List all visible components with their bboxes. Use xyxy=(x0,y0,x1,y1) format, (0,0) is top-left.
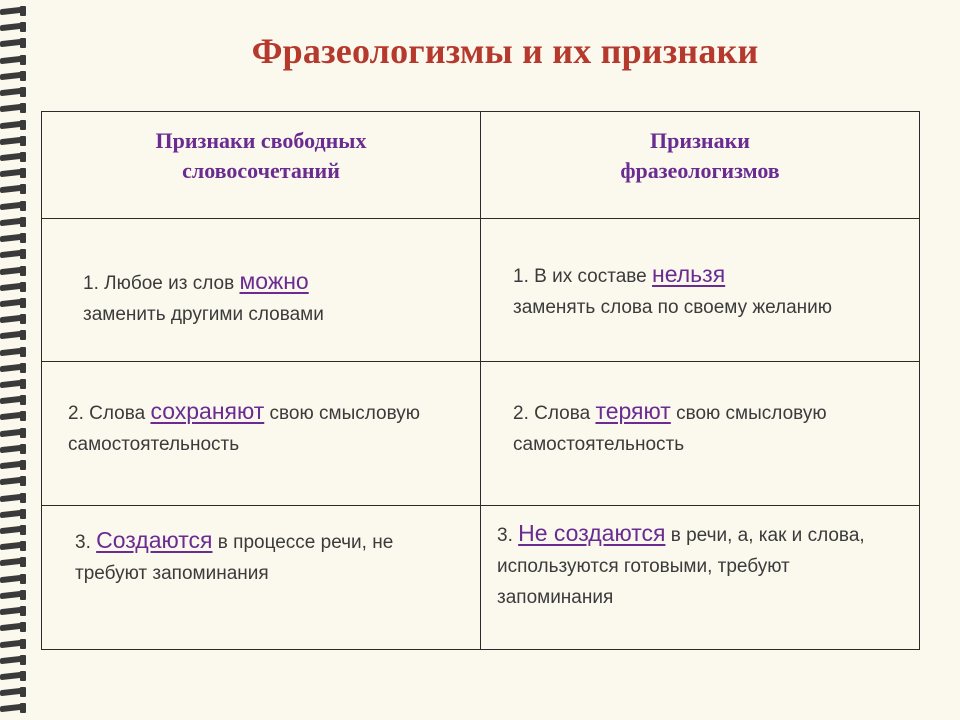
binding-ring xyxy=(0,233,30,243)
binding-ring xyxy=(0,687,30,697)
row1-left-prefix: 1. Любое из слов xyxy=(83,273,240,294)
binding-ring xyxy=(0,379,30,389)
binding-ring xyxy=(0,314,30,324)
binding-ring xyxy=(0,266,30,276)
header-phraseologisms xyxy=(481,112,920,219)
row1-right-keyword: нельзя xyxy=(652,261,726,287)
binding-ring xyxy=(0,606,30,616)
binding-ring xyxy=(0,525,30,535)
header-free-phrases-line2: словосочетаний xyxy=(182,158,340,183)
binding-ring xyxy=(0,411,30,421)
binding-ring xyxy=(0,493,30,503)
page-title: Фразеологизмы и их признаки xyxy=(251,31,759,71)
binding-ring xyxy=(0,639,30,649)
binding-ring xyxy=(0,557,30,567)
binding-ring xyxy=(0,282,30,292)
binding-ring xyxy=(0,541,30,551)
row2-left-suffix: свою смысловую самостоятельность xyxy=(68,403,421,455)
binding-ring xyxy=(0,249,30,259)
binding-ring xyxy=(0,298,30,308)
row2-left-prefix: 2. Слова xyxy=(68,403,151,424)
binding-ring xyxy=(0,428,30,438)
row3-right-suffix: в речи, а, как и слова, используются готовыми, требуют запоминания xyxy=(497,525,865,608)
spiral-binding xyxy=(0,0,34,720)
row2-free-phrase-cell xyxy=(42,362,481,506)
row3-right-keyword: Не создаются xyxy=(518,520,666,546)
binding-ring xyxy=(0,703,30,713)
binding-ring xyxy=(0,460,30,470)
row3-phraseologism-cell xyxy=(481,506,920,650)
binding-ring xyxy=(0,655,30,665)
header-free-phrases-line1: Признаки свободных xyxy=(155,128,367,153)
row3-free-phrase-cell xyxy=(42,506,481,650)
binding-ring xyxy=(0,622,30,632)
row1-right-suffix: заменять слова по своему желанию xyxy=(513,297,833,318)
row1-right-prefix: 1. В их составе xyxy=(513,266,653,287)
binding-ring xyxy=(0,363,30,373)
binding-ring xyxy=(0,71,30,81)
binding-ring xyxy=(0,6,30,16)
binding-ring xyxy=(0,184,30,194)
binding-ring xyxy=(0,671,30,681)
binding-ring xyxy=(0,120,30,130)
comparison-table xyxy=(41,111,920,650)
header-free-phrases xyxy=(42,112,481,219)
row2-left-keyword: сохраняют xyxy=(150,398,265,424)
binding-ring xyxy=(0,395,30,405)
binding-ring xyxy=(0,217,30,227)
binding-ring xyxy=(0,103,30,113)
binding-ring xyxy=(0,87,30,97)
row1-phraseologism-cell xyxy=(481,219,920,362)
row2-phraseologism-cell xyxy=(481,362,920,506)
binding-ring xyxy=(0,168,30,178)
binding-ring xyxy=(0,330,30,340)
binding-ring xyxy=(0,444,30,454)
binding-ring xyxy=(0,574,30,584)
row1-free-phrase-cell xyxy=(42,219,481,362)
row1-left-keyword: можно xyxy=(239,268,309,294)
binding-ring xyxy=(0,136,30,146)
row2-right-prefix: 2. Слова xyxy=(513,403,596,424)
row3-left-prefix: 3. xyxy=(75,532,97,553)
binding-ring xyxy=(0,347,30,357)
row2-right-suffix: свою смысловую самостоятельность xyxy=(513,403,827,455)
row3-left-suffix: в процессе речи, не требуют запоминания xyxy=(75,532,394,584)
binding-ring xyxy=(0,201,30,211)
header-phraseologisms-line2: фразеологизмов xyxy=(620,158,780,183)
binding-ring xyxy=(0,590,30,600)
binding-ring xyxy=(0,509,30,519)
binding-ring xyxy=(0,152,30,162)
row3-left-keyword: Создаются xyxy=(96,527,213,553)
header-phraseologisms-line1: Признаки xyxy=(650,128,750,153)
row3-right-prefix: 3. xyxy=(497,525,519,546)
row1-left-suffix: заменить другими словами xyxy=(83,304,324,325)
row2-right-keyword: теряют xyxy=(595,398,671,424)
binding-ring xyxy=(0,476,30,486)
